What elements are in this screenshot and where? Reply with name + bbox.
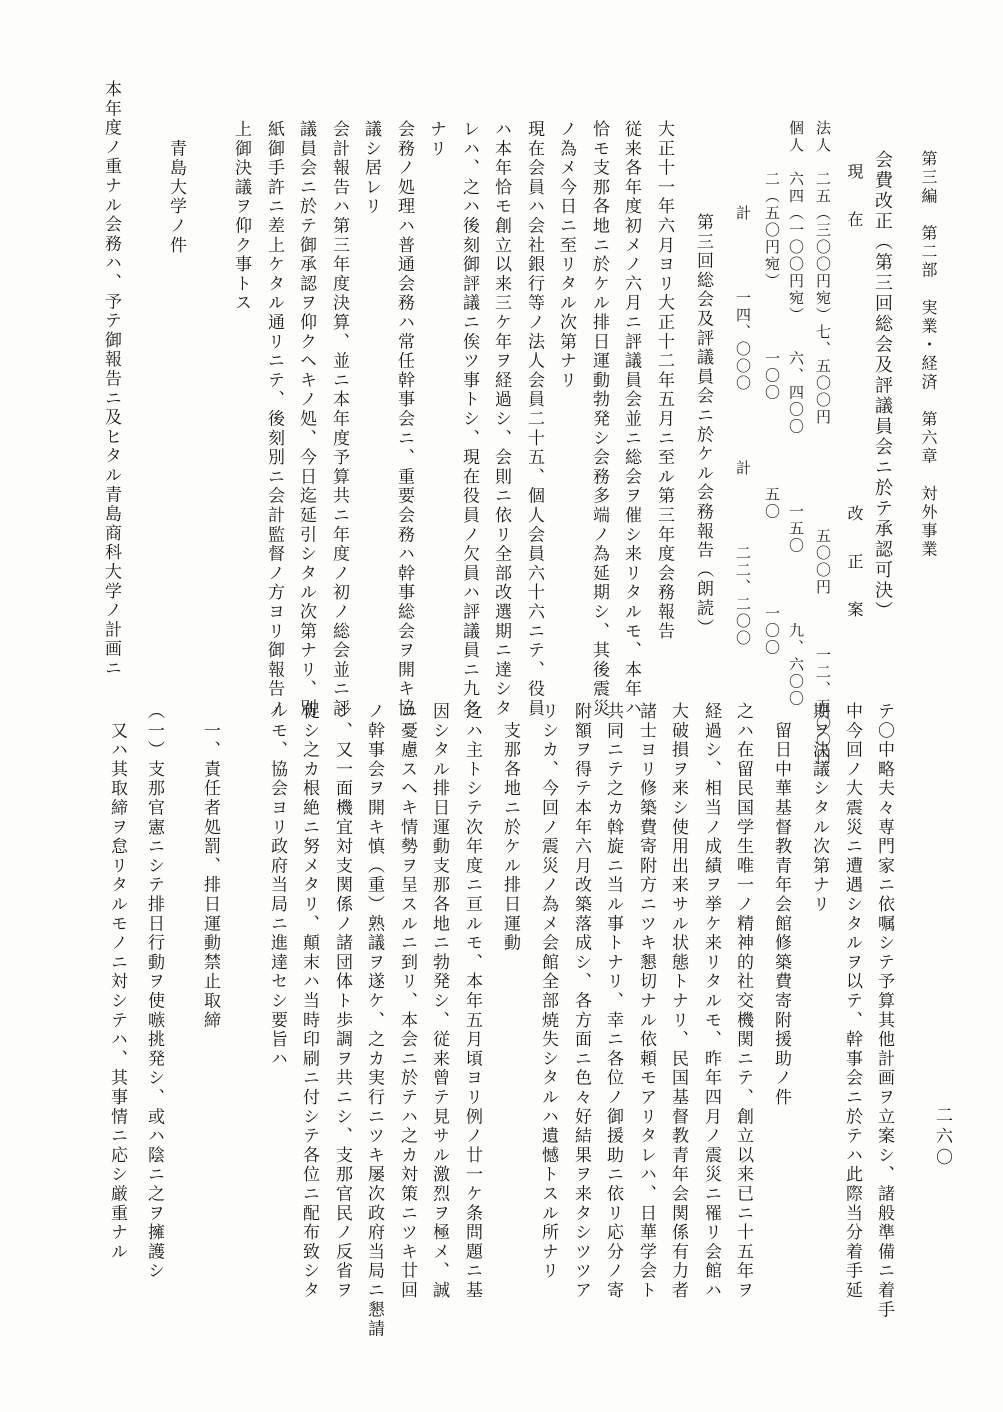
body-line: ニ憂慮スヘキ情勢ヲ呈スルニ到リ、本会ニ於テハ之カ対策ニツキ廿回: [397, 702, 417, 1301]
body-line: 期ヲ決議シタル次第ナリ: [809, 702, 829, 915]
fee-revision-title: 会費改正（第三回総会及評議員会ニ於テ承認可決）: [872, 150, 893, 622]
list-item: （一）支那官憲ニシテ排日行動ヲ使嗾挑発シ、或ハ陰ニ之ヲ擁護シ: [144, 702, 164, 1281]
body-line: ノ幹事会ヲ開キ慎（重）熟議ヲ遂ケ、之カ実行ニツキ屡次政府当局ニ懇請: [364, 702, 384, 1339]
body-line: 本年度ノ重ナル会務ハ、予テ御報告ニ及ヒタル青島商科大学ノ計画ニ: [101, 80, 121, 679]
section-heading: 留日中華基督教青年会館修築費寄附援助ノ件: [771, 702, 791, 1108]
fee-row: 二（五〇円宛） 一〇〇 五〇 一〇〇: [763, 120, 781, 657]
body-line: テ〇中略夫々専門家ニ依嘱シテ予算其他計画ヲ立案シ、諸般準備ニ着手: [874, 702, 894, 1320]
fee-row: 法人 二五（三〇〇円宛）七、五〇〇円 五〇〇円 一二、五〇〇円: [814, 120, 832, 766]
col-revised-header: 改 正 案: [845, 505, 864, 625]
section-heading: 青島大学ノ件: [166, 120, 186, 256]
body-line: シ、又一面機宜対支関係ノ諸団体ト歩調ヲ共ニシ、支那官民ノ反省ヲ: [332, 702, 352, 1301]
body-line: リシカ、今回ノ震災ノ為メ会館全部焼失シタルハ遺憾トスル所ナリ: [538, 702, 558, 1281]
body-line: 上御決議ヲ仰ク事トス: [231, 120, 251, 313]
body-line: 議シ居レリ: [361, 120, 381, 217]
body-line: 会務ノ処理ハ普通会務ハ常任幹事会ニ、重要会務ハ幹事総会ヲ開キ協: [394, 120, 414, 719]
body-line: レハ、之ハ後刻御評議ニ俟ツ事トシ、現在役員ノ欠員ハ評議員ニ九名: [459, 120, 479, 719]
fee-row: 計 一四、〇〇〇 計 二二、二〇〇: [734, 120, 752, 647]
body-line: ルモ、協会ヨリ政府当局ニ進達セシ要旨ハ: [267, 702, 287, 1069]
body-line: 諸士ヨリ修築費寄附方ニツキ懇切ナル依頼モアリタレハ、日華学会ト: [636, 702, 656, 1301]
body-line: 現在会員ハ会社銀行等ノ法人会員二十五、個人会員六十六ニテ、役員: [524, 120, 544, 719]
body-line: ノ為メ今日ニ至リタル次第ナリ: [556, 120, 576, 391]
report-heading: 第三回総会及評議員会ニ於ケル会務報告（朗読）: [693, 213, 713, 638]
section-heading: 支那各地ニ於ケル排日運動: [500, 702, 520, 953]
col-current-header: 現 在: [845, 163, 864, 235]
body-line: 因シタル排日運動支那各地ニ勃発シ、従来曾テ見サル激烈ヲ極メ、誠: [429, 702, 449, 1301]
body-line: 紙御手許ニ差上ケタル通リニテ、後刻別ニ会計監督ノ方ヨリ御報告ノ: [264, 120, 284, 719]
body-line: 共同ニテ之カ斡旋ニ当ル事トナリ、幸ニ各位ノ御援助ニ依リ応分ノ寄: [603, 702, 623, 1301]
body-line: 従来各年度初メノ六月ニ評議員会並ニ総会ヲ催シ来リタルモ、本年ハ: [621, 120, 641, 719]
body-line: 又ハ其取締ヲ怠リタルモノニ対シテハ、其事情ニ応シ厳重ナル: [107, 702, 127, 1262]
body-line: 経過シ、相当ノ成績ヲ挙ケ来リタルモ、昨年四月ノ震災ニ罹リ会館ハ: [701, 702, 721, 1301]
body-line: 之ハ主トシテ次年度ニ亘ルモ、本年五月頃ヨリ例ノ廿一ケ条問題ニ基: [462, 702, 482, 1301]
body-line: 中今回ノ大震災ニ遭遇シタルヲ以テ、幹事会ニ於テハ此際当分着手延: [842, 702, 862, 1301]
list-item: 一、責任者処罰、排日運動禁止取締: [200, 702, 220, 1031]
body-line: 之ハ在留民国学生唯一ノ精神的社交機関ニテ、創立以来已ニ十五年ヲ: [733, 702, 753, 1301]
page-number: 二六〇: [932, 1106, 952, 1169]
body-line: ナリ: [426, 120, 446, 159]
body-line: ハ本年恰モ創立以来三ケ年ヲ経過シ、会則ニ依リ全部改選期ニ達シタ: [491, 120, 511, 719]
body-line: 会計報告ハ第三年度決算、並ニ本年度予算共ニ年度ノ初ノ総会並ニ評: [329, 120, 349, 719]
body-line: 促シ之カ根絶ニ努メタリ、顛末ハ当時印刷ニ付シテ各位ニ配布致シタ: [299, 702, 319, 1301]
body-line: 恰モ支那各地ニ於ケル排日運動勃発シ会務多端ノ為延期シ、其後震災: [589, 120, 609, 719]
body-line: 議員会ニ於テ御承認ヲ仰クヘキノ処、今日迄延引シタル次第ナリ、別: [296, 120, 316, 719]
fee-row: 個人 六四（一〇〇円宛） 六、四〇〇 一五〇 九、六〇〇: [787, 120, 805, 708]
body-line: 大正十一年六月ヨリ大正十二年五月ニ至ル第三年度会務報告: [654, 120, 674, 642]
running-header: 第三編 第二部 実業・経済 第六章 対外事業: [919, 150, 938, 560]
body-line: 附額ヲ得テ本年六月改築落成シ、各方面ニ色々好結果ヲ来タシツツア: [571, 702, 591, 1301]
body-line: 大破損ヲ来シ使用出来サル状態トナリ、民国基督教青年会関係有力者: [668, 702, 688, 1301]
